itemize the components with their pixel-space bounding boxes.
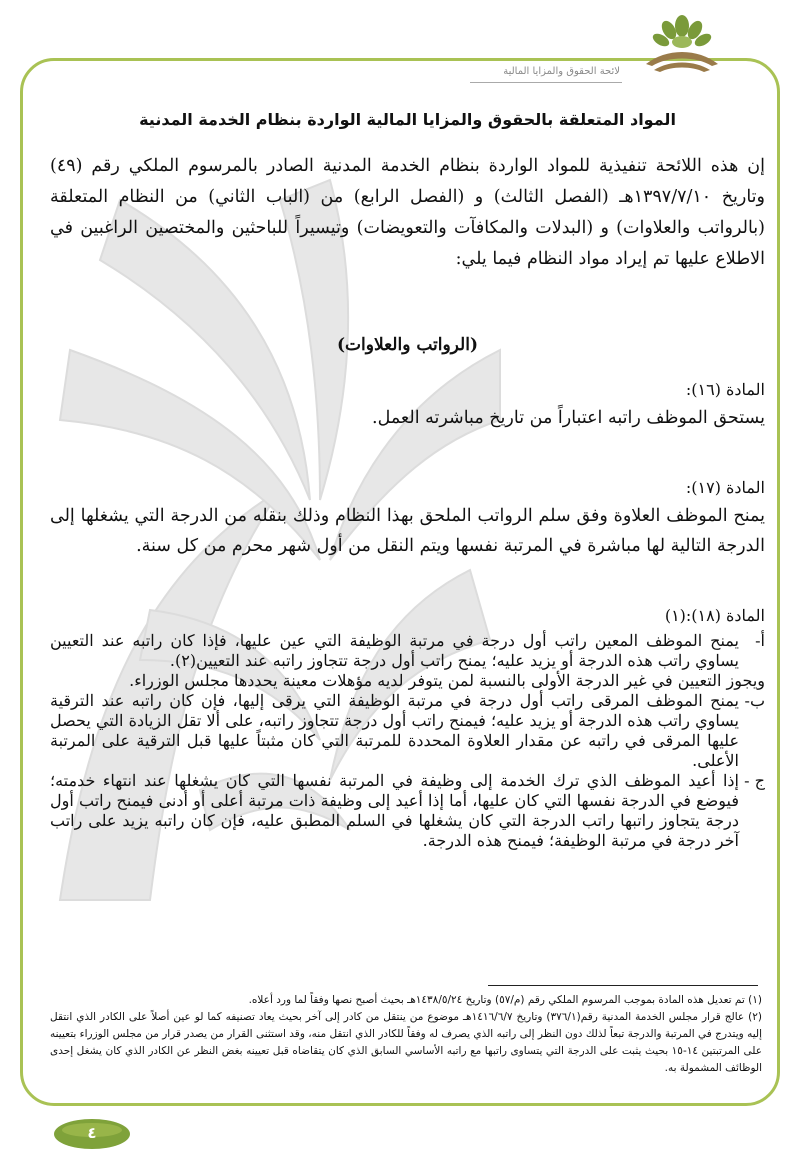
article-18-label: المادة (١٨):(١): [664, 606, 765, 625]
item-letter: ب-: [744, 691, 765, 710]
section-title: (الرواتب والعلاوات): [336, 335, 479, 355]
footnote-rule: [488, 985, 758, 986]
article-16-text: يستحق الموظف راتبه اعتباراً من تاريخ مباشرته العمل.: [372, 408, 765, 428]
item-text: يمنح الموظف المعين راتب أول درجة في مرتبة الوظيفة التي عين عليها، فإذا كان راتبه عند التعيين يساوي راتب هذه الدرجة أو يزيد عليه؛ يمنح راتب أول درجة تتجاوز راتبه عند التعيين(٢).: [50, 631, 739, 670]
footnote-2: (٢) عالج قرار مجلس الخدمة المدنية رقم(٣٧٦/١) وتاريخ ١٤١٦/٦/٧هـ موضوع من ينتقل من كادر إلى آخر بحيث يعاد تصنيفه كما لو عين أصلاً على الكادر الذي انتقل إليه ويتدرج في المرتبة والدرجة تبعاً لذلك دون النظر إلى راتبه الذي يصرف له وفقاً للكادر الذي انتقل منه، وقد استثنى القرار من يصدر قرار من مجلس الوزراء بتعيينه على المرتبتين ١٤-١٥ بحيث يثبت على الدرجة التي يتساوى راتبها مع راتبه الأساسي السابق الذي كان يتقاضاه قبل تعيينه بغض النظر عن الكادر الذي كان يشغل إحدى الوظائف المشمولة به.: [50, 1011, 762, 1074]
article-18-item-c: [50, 771, 765, 851]
article-17-text: يمنح الموظف العلاوة وفق سلم الرواتب الملحق بهذا النظام وذلك بنقله من الدرجة التي يشغلها إلى الدرجة التالية لها مباشرة في المرتبة نفسها ويتم النقل من أول شهر محرم من كل سنة.: [50, 506, 765, 556]
item-text: ويجوز التعيين في غير الدرجة الأولى بالنسبة لمن يتوفر لديه مؤهلات معينة يحددها مجلس الوزراء.: [129, 671, 765, 690]
main-content: [50, 110, 765, 851]
emblem-logo: [636, 10, 728, 74]
item-text: إذا أعيد الموظف الذي ترك الخدمة إلى وظيفة في المرتبة نفسها التي كان يشغلها عند انتهاء خدمته؛ فيوضع في الدرجة نفسها التي كان عليها، أما إذا أعيد إلى وظيفة ذات مرتبة أعلى أو أدنى فيمنح راتب أول درجة يتجاوز راتبها راتب الدرجة التي كان يشغلها في السلم المطبق عليه، فإن كان راتبه يزيد على راتب آخر درجة في مرتبة الوظيفة؛ فيمنح هذه الدرجة.: [50, 771, 739, 850]
article-17-label: المادة (١٧):: [685, 478, 765, 497]
item-letter: أ-: [755, 631, 765, 650]
page-number: ٤: [87, 1124, 97, 1142]
item-text: يمنح الموظف المرقى راتب أول درجة في مرتبة الوظيفة التي يرقى إليها، فإن كان راتبه عند الترقية يساوي راتب هذه الدرجة أو يزيد عليه؛ فيمنح راتب أول درجة تتجاوز راتبه، على ألا تقل الزيادة التي يحصل عليها المرقى في راتبه عن مقدار العلاوة المحددة للمرتبة التي كان مثبتاً عليها قبل الترقية على المرتبة الأعلى.: [50, 691, 739, 770]
article-18-item-a: [50, 631, 765, 671]
running-header: لائحة الحقوق والمزايا المالية: [503, 66, 620, 77]
intro-paragraph: إن هذه اللائحة تنفيذية للمواد الواردة بنظام الخدمة المدنية الصادر بالمرسوم الملكي رقم (٤٩) وتاريخ ١٣٩٧/٧/١٠هـ (الفصل الثالث) و (الفصل الرابع) من (الباب الثاني) من النظام المتعلقة (بالرواتب والعلاوات) و (البدلات والمكافآت والتعويضات) وتيسيراً للباحثين والمختصين الراغبين في الاطلاع عليها تم إيراد مواد النظام فيما يلي:: [50, 156, 765, 269]
article-18-items: [50, 631, 765, 851]
item-letter: ج -: [744, 771, 765, 790]
page-title: المواد المتعلقة بالحقوق والمزايا المالية الواردة بنظام الخدمة المدنية: [139, 110, 676, 129]
article-18-item-b: [50, 691, 765, 771]
article-18-item-a-extra: [50, 671, 765, 691]
article-16-label: المادة (١٦):: [685, 380, 765, 399]
footnotes: [50, 992, 762, 1077]
footnote-1: (١) تم تعديل هذه المادة بموجب المرسوم الملكي رقم (م/٥٧) وتاريخ ١٤٣٨/٥/٢٤هـ بحيث أصبح نصها وفقاً لما ورد أعلاه.: [248, 994, 762, 1006]
header-rule: [470, 82, 622, 83]
